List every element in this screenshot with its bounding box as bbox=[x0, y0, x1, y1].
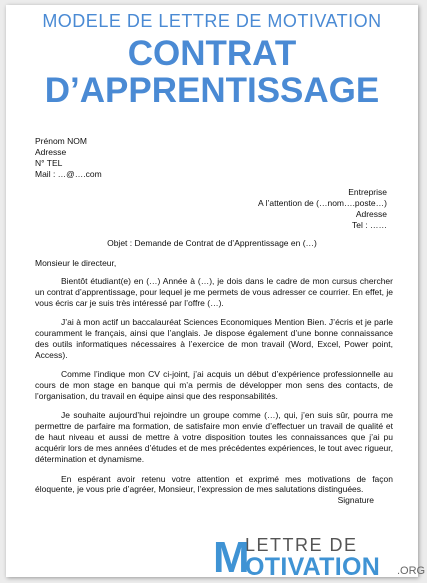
recipient-phone: Tel : …… bbox=[352, 220, 387, 230]
signature: Signature bbox=[337, 495, 374, 505]
recipient-address: Adresse bbox=[355, 209, 387, 219]
letter-object: Objet : Demande de Contrat de d’Apprentissage en (…) bbox=[107, 238, 317, 248]
recipient-company: Entreprise bbox=[348, 187, 387, 197]
logo-m-letter: M bbox=[213, 533, 250, 582]
greeting: Monsieur le directeur, bbox=[35, 258, 117, 268]
recipient-attention: A l’attention de (…nom….poste…) bbox=[258, 198, 387, 208]
logo-main-text: OTIVATION bbox=[245, 553, 381, 581]
paragraph-4: Je souhaite aujourd’hui rejoindre un groupe comme (…), qui, j’en suis sûr, pourra me permettre de parfaire ma formation, de satisfaire mon envie d’effectuer un travail de qualité et de haut niveau et aussi de mettre à votre disposition toutes les connaissances que j’ai pu acquérir lors de mes années d’études et de mes précédentes expériences, le tout avec rigueur, détermination et dynamisme. bbox=[35, 410, 393, 465]
letter-page bbox=[6, 5, 426, 582]
letter-body bbox=[35, 258, 393, 504]
title-line-2: D’APPRENTISSAGE bbox=[44, 71, 380, 110]
logo-org-text: .ORG bbox=[397, 565, 426, 577]
document-subtitle: MODELE DE LETTRE DE MOTIVATION bbox=[42, 11, 382, 31]
site-logo bbox=[213, 535, 425, 581]
sender-address: Adresse bbox=[35, 147, 67, 157]
paragraph-2: J’ai à mon actif un baccalauréat Sciences Economiques Mention Bien. J’écris et je parle couramment le français, ainsi que l’anglais. Je dispose également d’une bonne connaissance des outils informatiques nécessaires à l’exercice de mon travail (Word, Excel, Power point, Access). bbox=[35, 317, 393, 360]
recipient-block bbox=[258, 187, 387, 231]
paragraph-1: Bientôt étudiant(e) en (…) Année à (…), je dois dans le cadre de mon cursus chercher un contrat d’apprentissage, pour lequel je me permets de vous adresser ce courrier. En effet, je vous écris car je suis très intéressé par l’offre (…). bbox=[35, 275, 393, 308]
logo-top-text: LETTRE DE bbox=[245, 535, 358, 555]
paragraph-5: En espérant avoir retenu votre attention et exprimé mes motivations de façon éloquente, je vous prie d’agréer, Monsieur, l’expression de mes salutations distinguées. bbox=[35, 473, 393, 495]
sender-block bbox=[35, 136, 102, 180]
sender-name: Prénom NOM bbox=[35, 136, 87, 146]
title-line-1: CONTRAT bbox=[127, 34, 297, 73]
sender-mail: Mail : …@….com bbox=[35, 169, 102, 179]
paragraph-3: Comme l’indique mon CV ci-joint, j’ai acquis un début d’expérience professionnelle au cours de mon stage en banque qui m’a permis de développer mon sens des contacts, de l’organisation, du travail en équipe ainsi que des responsabilités. bbox=[35, 369, 393, 402]
document-title bbox=[6, 35, 418, 109]
sender-phone: N° TEL bbox=[35, 158, 63, 168]
